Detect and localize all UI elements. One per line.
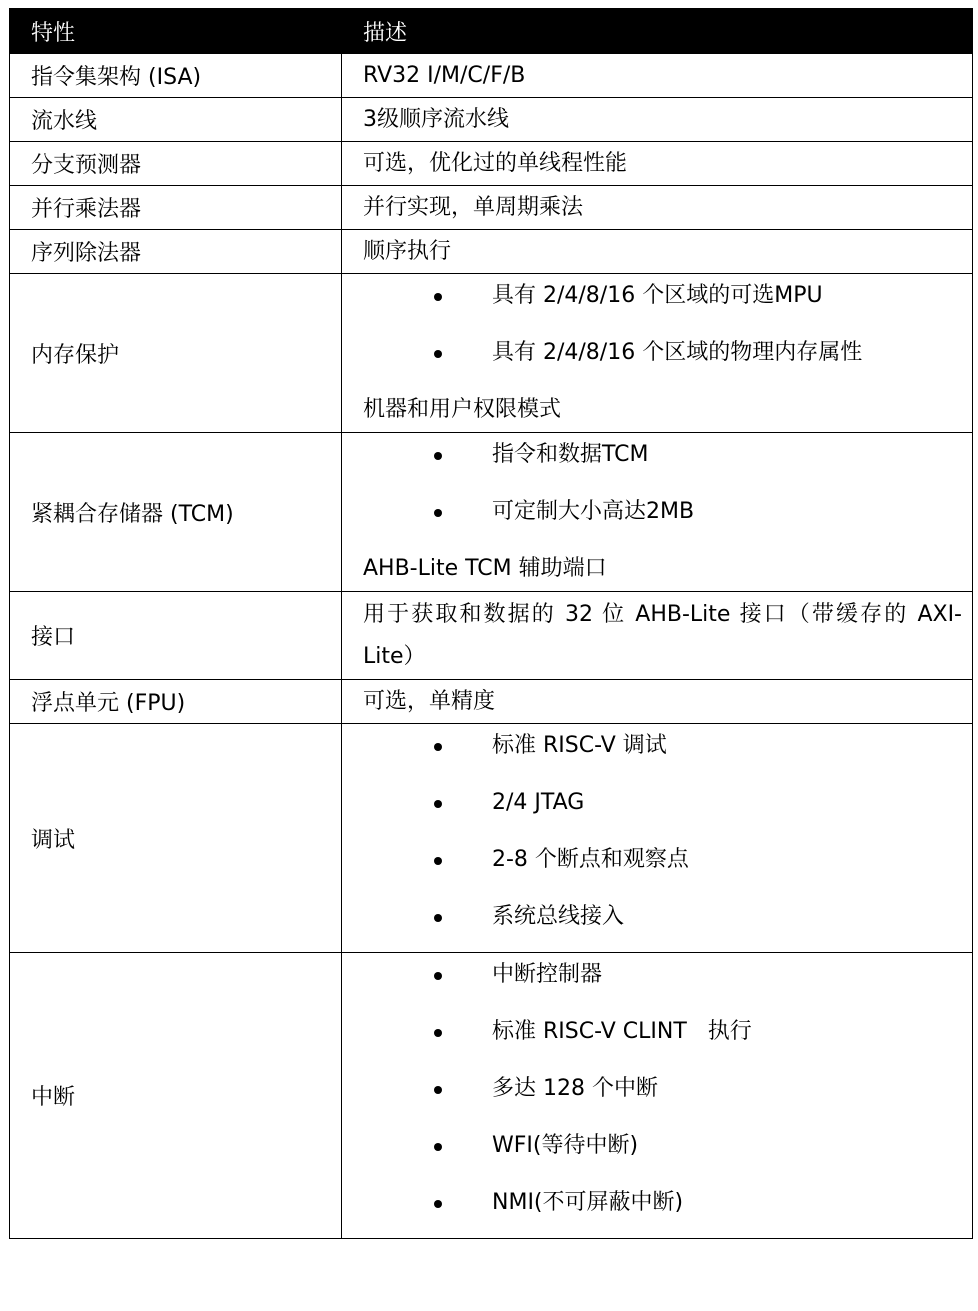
list-item — [363, 331, 962, 388]
table-row — [10, 274, 973, 433]
row-feature-branch-predictor: 分支预测器 — [10, 142, 342, 186]
row-description-divider: 顺序执行 — [342, 230, 973, 274]
list-item — [363, 953, 962, 1010]
bullet-list — [363, 724, 962, 952]
row-feature-memory-protection: 内存保护 — [10, 274, 342, 433]
list-item — [363, 274, 962, 331]
row-description-multiplier: 并行实现，单周期乘法 — [342, 186, 973, 230]
list-item — [363, 838, 962, 895]
row-feature-interrupt: 中断 — [10, 953, 342, 1239]
bullet-icon — [434, 1143, 442, 1151]
list-item — [363, 490, 962, 547]
bullet-text: 系统总线接入 — [492, 904, 625, 929]
list-item — [363, 1067, 962, 1124]
list-item — [363, 433, 962, 490]
row-feature-tcm: 紧耦合存储器 (TCM) — [10, 433, 342, 592]
bullet-text: WFI(等待中断) — [492, 1133, 639, 1158]
bullet-text: NMI(不可屏蔽中断) — [492, 1190, 684, 1215]
list-item — [363, 1124, 962, 1181]
extra-line: 机器和用户权限模式 — [363, 397, 562, 422]
header-description: 描述 — [342, 9, 973, 54]
list-item — [363, 1010, 962, 1067]
extra-line: AHB-Lite TCM 辅助端口 — [363, 556, 607, 581]
table-row — [10, 724, 973, 953]
bullet-icon — [434, 914, 442, 922]
bullet-icon — [434, 743, 442, 751]
row-description-tcm — [342, 433, 973, 592]
bullet-text: 2-8 个断点和观察点 — [492, 847, 689, 872]
row-feature-divider: 序列除法器 — [10, 230, 342, 274]
row-description-interrupt — [342, 953, 973, 1239]
list-item — [363, 1181, 962, 1238]
row-description-debug — [342, 724, 973, 953]
bullet-list — [363, 433, 962, 547]
bullet-text: 标准 RISC-V CLINT 执行 — [492, 1019, 752, 1044]
bullet-icon — [434, 293, 442, 301]
table-row — [10, 230, 973, 274]
bullet-icon — [434, 1200, 442, 1208]
row-feature-multiplier: 并行乘法器 — [10, 186, 342, 230]
bullet-text: 具有 2/4/8/16 个区域的可选MPU — [492, 283, 823, 308]
row-feature-interface: 接口 — [10, 592, 342, 680]
bullet-icon — [434, 972, 442, 980]
bullet-text: 可定制大小高达2MB — [492, 499, 695, 524]
table-row — [10, 680, 973, 724]
feature-table — [9, 8, 973, 1239]
bullet-icon — [434, 857, 442, 865]
bullet-text: 具有 2/4/8/16 个区域的物理内存属性 — [492, 340, 863, 365]
interface-text: 用于获取和数据的 32 位 AHB-Lite 接口（带缓存的 AXI-Lite） — [363, 601, 962, 669]
row-description-interface — [342, 592, 973, 680]
row-feature-fpu: 浮点单元 (FPU) — [10, 680, 342, 724]
row-description-memory-protection — [342, 274, 973, 433]
bullet-icon — [434, 350, 442, 358]
list-item — [363, 724, 962, 781]
table-row — [10, 186, 973, 230]
table-row — [10, 592, 973, 680]
header-feature: 特性 — [10, 9, 342, 54]
row-description-isa: RV32 I/M/C/F/B — [342, 54, 973, 98]
bullet-icon — [434, 1029, 442, 1037]
header-row — [10, 9, 973, 54]
bullet-text: 多达 128 个中断 — [492, 1076, 658, 1101]
row-feature-pipeline: 流水线 — [10, 98, 342, 142]
row-description-fpu: 可选，单精度 — [342, 680, 973, 724]
table-row — [10, 953, 973, 1239]
bullet-icon — [434, 509, 442, 517]
table-row — [10, 142, 973, 186]
table-row — [10, 98, 973, 142]
row-description-branch-predictor: 可选，优化过的单线程性能 — [342, 142, 973, 186]
bullet-icon — [434, 1086, 442, 1094]
list-item — [363, 781, 962, 838]
bullet-list — [363, 953, 962, 1238]
bullet-text: 中断控制器 — [492, 962, 603, 987]
table-row — [10, 54, 973, 98]
table-header — [10, 9, 973, 54]
list-item — [363, 895, 962, 952]
bullet-text: 2/4 JTAG — [492, 790, 585, 815]
bullet-list — [363, 274, 962, 388]
table-row — [10, 433, 973, 592]
bullet-icon — [434, 452, 442, 460]
bullet-text: 指令和数据TCM — [492, 442, 649, 467]
bullet-icon — [434, 800, 442, 808]
row-feature-debug: 调试 — [10, 724, 342, 953]
row-description-pipeline: 3级顺序流水线 — [342, 98, 973, 142]
row-feature-isa: 指令集架构 (ISA) — [10, 54, 342, 98]
bullet-text: 标准 RISC-V 调试 — [492, 733, 667, 758]
